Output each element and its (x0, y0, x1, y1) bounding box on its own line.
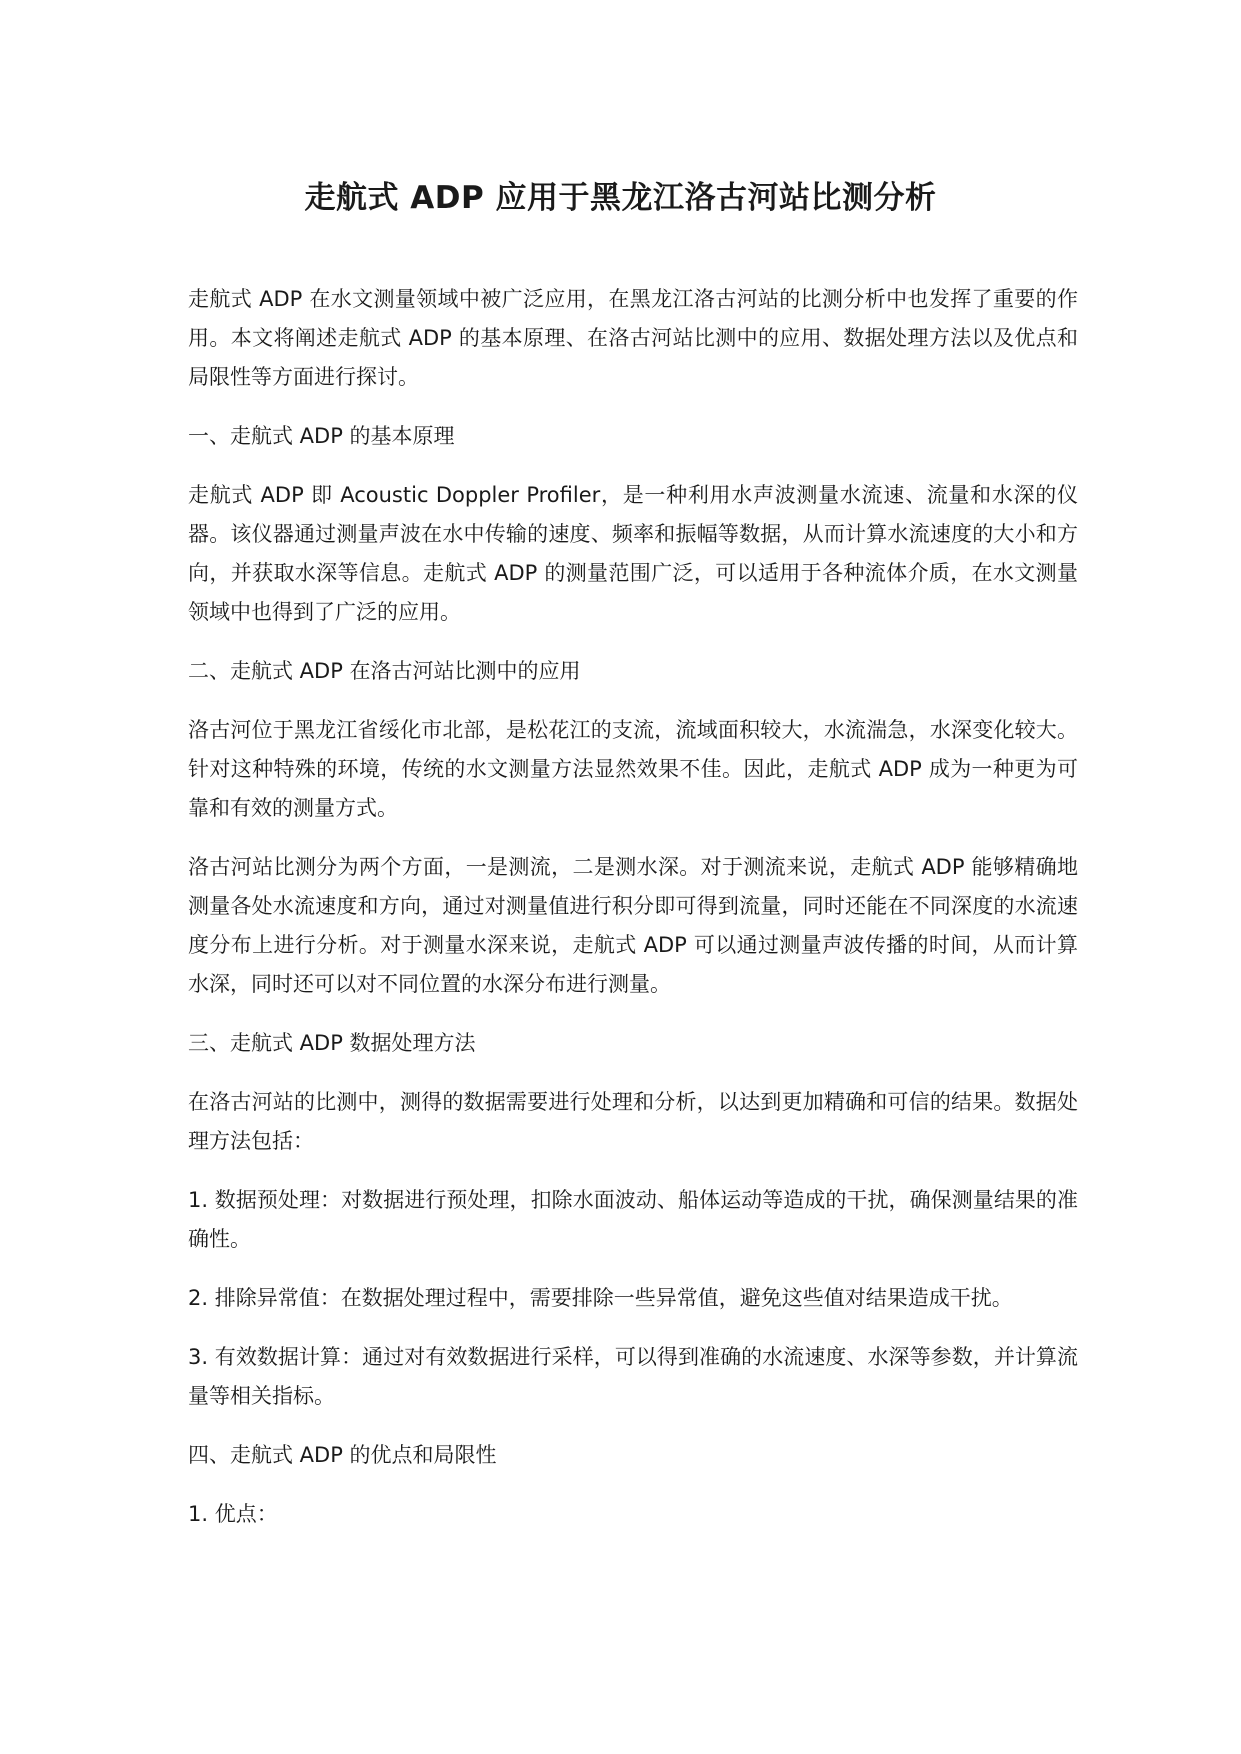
paragraph-application-2: 洛古河站比测分为两个方面，一是测流，二是测水深。对于测流来说，走航式 ADP 能够精确地测量各处水流速度和方向，通过对测量值进行积分即可得到流量，同时还能在不同深度的水流速度分布上进行分析。对于测量水深来说，走航式 ADP 可以通过测量声波传播的时间，从而计算水深，同时还可以对不同位置的水深分布进行测量。 (188, 855, 1078, 996)
paragraph-principle: 走航式 ADP 即 Acoustic Doppler Profiler，是一种利用水声波测量水流速、流量和水深的仪器。该仪器通过测量声波在水中传输的速度、频率和振幅等数据，从而计算水流速度的大小和方向，并获取水深等信息。走航式 ADP 的测量范围广泛，可以适用于各种流体介质，在水文测量领域中也得到了广泛的应用。 (188, 483, 1078, 624)
section-heading-3: 三、走航式 ADP 数据处理方法 (188, 1031, 476, 1055)
section-heading-2: 二、走航式 ADP 在洛古河站比测中的应用 (188, 659, 581, 683)
paragraph-application-1: 洛古河位于黑龙江省绥化市北部，是松花江的支流，流域面积较大，水流湍急，水深变化较大。针对这种特殊的环境，传统的水文测量方法显然效果不佳。因此，走航式 ADP 成为一种更为可靠和有效的测量方式。 (188, 718, 1078, 820)
document-body (188, 280, 1078, 1554)
list-item-valid-data: 3. 有效数据计算：通过对有效数据进行采样，可以得到准确的水流速度、水深等参数，并计算流量等相关指标。 (188, 1345, 1078, 1408)
section-heading-1: 一、走航式 ADP 的基本原理 (188, 424, 455, 448)
paragraph-intro: 走航式 ADP 在水文测量领域中被广泛应用，在黑龙江洛古河站的比测分析中也发挥了重要的作用。本文将阐述走航式 ADP 的基本原理、在洛古河站比测中的应用、数据处理方法以及优点和局限性等方面进行探讨。 (188, 287, 1078, 389)
section-heading-4: 四、走航式 ADP 的优点和局限性 (188, 1443, 497, 1467)
list-item-advantages: 1. 优点： (188, 1502, 278, 1526)
paragraph-processing-intro: 在洛古河站的比测中，测得的数据需要进行处理和分析，以达到更加精确和可信的结果。数据处理方法包括： (188, 1090, 1078, 1153)
list-item-preprocessing: 1. 数据预处理：对数据进行预处理，扣除水面波动、船体运动等造成的干扰，确保测量结果的准确性。 (188, 1188, 1078, 1251)
list-item-outliers: 2. 排除异常值：在数据处理过程中，需要排除一些异常值，避免这些值对结果造成干扰。 (188, 1286, 1013, 1310)
document-title: 走航式 ADP 应用于黑龙江洛古河站比测分析 (304, 180, 937, 216)
